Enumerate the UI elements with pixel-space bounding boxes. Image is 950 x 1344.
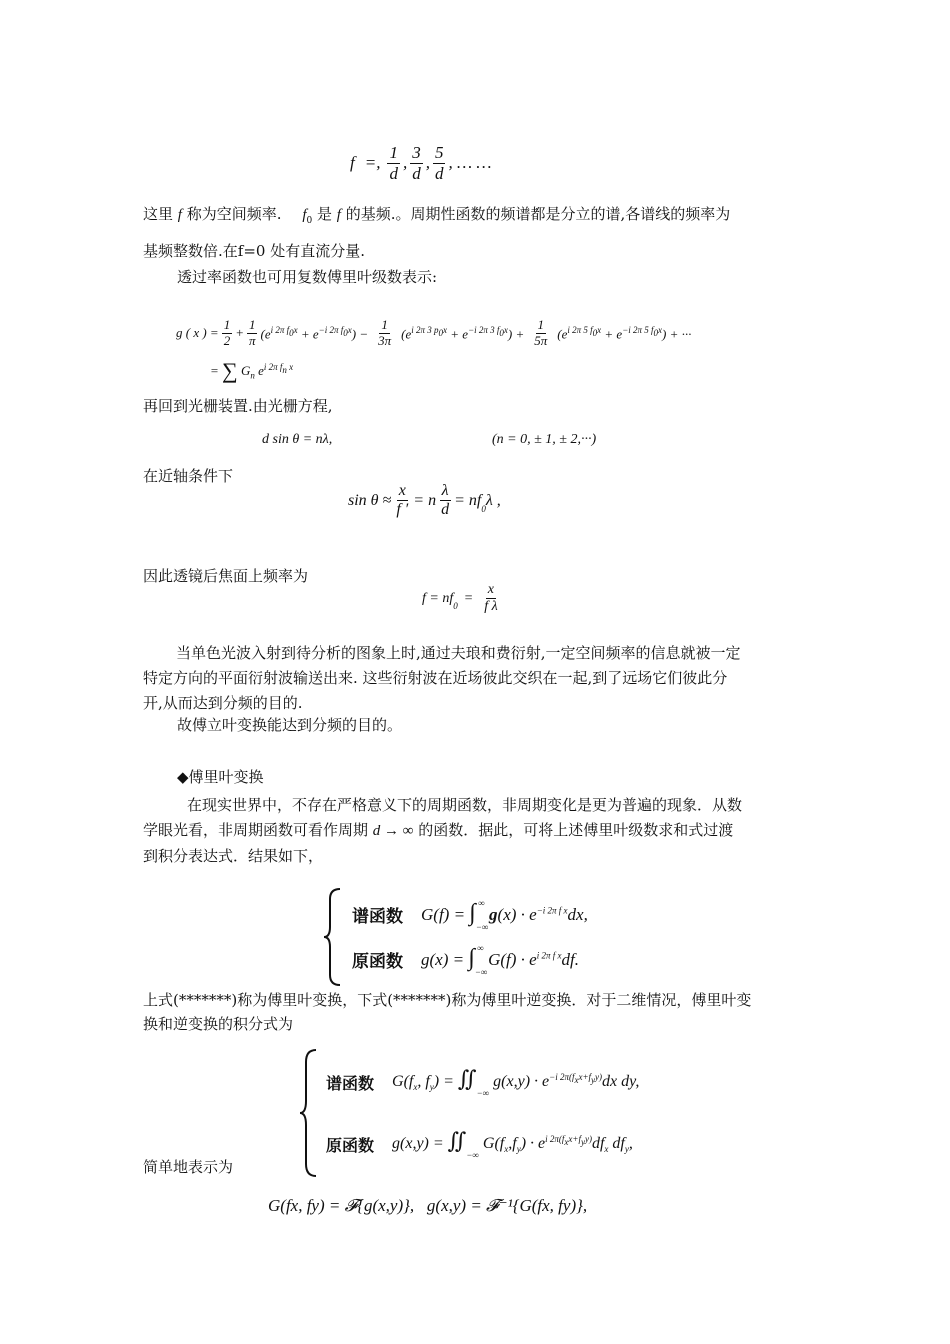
- equation-system-2d: [298, 1048, 639, 1178]
- focal-lhs: f = nf: [422, 590, 454, 606]
- focal-eq: =: [463, 590, 474, 606]
- p1-text-a: 这里: [143, 205, 174, 223]
- equation-focal: [422, 582, 503, 615]
- paragraph-diffraction: [143, 641, 741, 716]
- p8-limit: d → ∞: [372, 823, 414, 839]
- paragraph-2d: [143, 988, 751, 1036]
- eq-tail: , … …: [448, 153, 492, 173]
- sys2-label-original: 原函数: [326, 1135, 375, 1155]
- paragraph-complex-series: 透过率函数也可用复数傅里叶级数表示:: [177, 268, 438, 286]
- sys1-label-spectrum: 谱函数: [352, 907, 403, 927]
- focal-den: f λ: [484, 599, 498, 615]
- paragraph-focal-plane: 因此透镜后焦面上频率为: [143, 567, 309, 585]
- sys2-eq-spectrum: $G(f_x$, $f_y$) = $∬_{-\infty}$ $g(x,y) \cdot e^{-i 2\pi(f_xx+f_yy)}dx$ dy,: [392, 1066, 640, 1098]
- p6-line-1: 当单色光波入射到待分析的图象上时,通过夫琅和费衍射,一定空间频率的信息就被一定: [176, 644, 741, 662]
- paraxial-tail: = nf: [454, 491, 482, 509]
- sys1-eq-original: $g(x) = \int_{-\infty}^\infty$ $G(f) \cdot e^{i 2\pi f x}df$.: [421, 942, 579, 977]
- p8-line-2b: 的函数．据此，可将上述傅里叶级数求和式过渡: [418, 821, 734, 839]
- eq-sign: =,: [364, 153, 381, 173]
- focal-sub0: 0: [453, 600, 458, 611]
- paraxial-eq1: = n: [413, 491, 437, 509]
- left-brace-icon-2: [298, 1048, 320, 1178]
- frac-3-den: d: [434, 163, 444, 183]
- p1-f0: f: [302, 207, 307, 223]
- p1-f-2: f: [336, 207, 341, 223]
- sys2-eq-original: $g(x,y) = ∬_{-\infty}$ $G(f_x,f_y) \cdot e^{i 2\pi(f_xx+f_yy)}df_x$ $df_y$,: [392, 1128, 633, 1160]
- p8-line-2a: 学眼光看，非周期函数可看作周期: [143, 821, 369, 839]
- paraxial-end: λ ,: [485, 491, 501, 509]
- equation-grating-orders: (n = 0, ± 1, ± 2,···): [492, 432, 597, 447]
- section-title-fourier-transform: ◆傅里叶变换: [177, 768, 264, 786]
- series-g: g ( x ) =: [176, 325, 219, 341]
- paraxial-sin: sin θ ≈: [348, 491, 392, 509]
- p1-f0-sub: 0: [306, 216, 313, 226]
- paragraph-nonperiodic: [143, 793, 742, 869]
- equation-series-sum: = ∑ $G_n$ $e^{i 2\pi f_n x}$: [210, 358, 294, 383]
- p9-line-2: 换和逆变换的积分式为: [143, 1015, 294, 1033]
- paraxial-d: d: [441, 501, 450, 519]
- frac-2-num: 3: [412, 143, 421, 162]
- equation-paraxial: [348, 482, 501, 520]
- equation-grating: d sin θ = nλ,: [262, 432, 333, 447]
- frac-3-num: 5: [434, 143, 444, 162]
- p1-text-d: 的基频.。周期性函数的频谱都是分立的谱,各谱线的频率为: [345, 205, 731, 223]
- eq-lhs: f: [350, 153, 355, 173]
- p1-text-b: 称为空间频率.: [186, 205, 282, 223]
- paragraph-dc-component: 基频整数倍.在f=0 处有直流分量.: [143, 242, 365, 260]
- paraxial-x: x: [397, 482, 408, 501]
- paraxial-sub0: 0: [481, 503, 486, 514]
- equation-fourier-series: g ( x ) = $\frac{1}{2}$ + $\frac{1}{\pi}$ $(e^{i 2\pi f_0x} + e^{-i 2\pi f_0x})$ − $\frac{1}{3\pi}$ $(e^{i 2\pi 3 p_0x} + e^{-i 2\pi 3 f_0x})$ + $\frac{1}{5\pi}$ $(e^{i 2\pi 5 f_0x} + e^{-i 2\pi 5 f_0x})$ + ···: [176, 317, 692, 348]
- p1-f: f: [177, 207, 182, 223]
- frac-1-den: d: [389, 163, 398, 183]
- p8-line-1: 在现实世界中，不存在严格意义下的周期函数，非周期变化是更为普遍的现象．从数: [187, 796, 743, 814]
- paragraph-short-form: 简单地表示为: [143, 1158, 234, 1176]
- paragraph-grating: 再回到光栅装置.由光栅方程,: [143, 397, 333, 415]
- p8-line-2: [143, 818, 742, 844]
- p8-line-3: 到积分表达式．结果如下，: [143, 847, 324, 865]
- sys1-label-original: 原函数: [352, 952, 403, 972]
- p1-text-c: 是: [317, 205, 333, 223]
- frac-1-num: 1: [389, 143, 398, 162]
- equation-system-1d: [322, 887, 588, 987]
- focal-num: x: [486, 582, 496, 599]
- p6-line-2: 特定方向的平面衍射波输送出来. 这些衍射波在近场彼此交织在一起,到了远场它们彼此分: [143, 669, 728, 687]
- paraxial-fprime: f ′: [396, 501, 409, 519]
- p6-line-3: 开,从而达到分频的目的.: [143, 694, 303, 712]
- sys2-label-spectrum: 谱函数: [326, 1073, 375, 1093]
- equation-spatial-frequencies: f =, $\frac{1}{d}$ , $\frac{3}{d}$ , $\frac{5}{d}$ , … …: [350, 143, 492, 183]
- paragraph-spatial-frequency: [143, 205, 730, 228]
- sys1-eq-spectrum: $G(f) = \int_{-\infty}^\infty$ $g(x) \cdot e^{-i 2\pi f x}dx$,: [421, 897, 588, 932]
- p9-line-1: 上式(*******)称为傅里叶变换，下式(*******)称为傅里叶逆变换．对于二维情况，傅里叶变: [143, 991, 752, 1009]
- paragraph-conclusion: 故傅立叶变换能达到分频的目的。: [177, 716, 403, 734]
- frac-2-den: d: [412, 163, 421, 183]
- paragraph-paraxial: 在近轴条件下: [143, 467, 234, 485]
- paraxial-lambda: λ: [440, 482, 451, 501]
- equation-short-form: G(fx, fy) = 𝓕{g(x,y)}, g(x,y) = 𝓕⁻¹{G(fx, fy)},: [268, 1196, 588, 1215]
- left-brace-icon: [322, 887, 344, 987]
